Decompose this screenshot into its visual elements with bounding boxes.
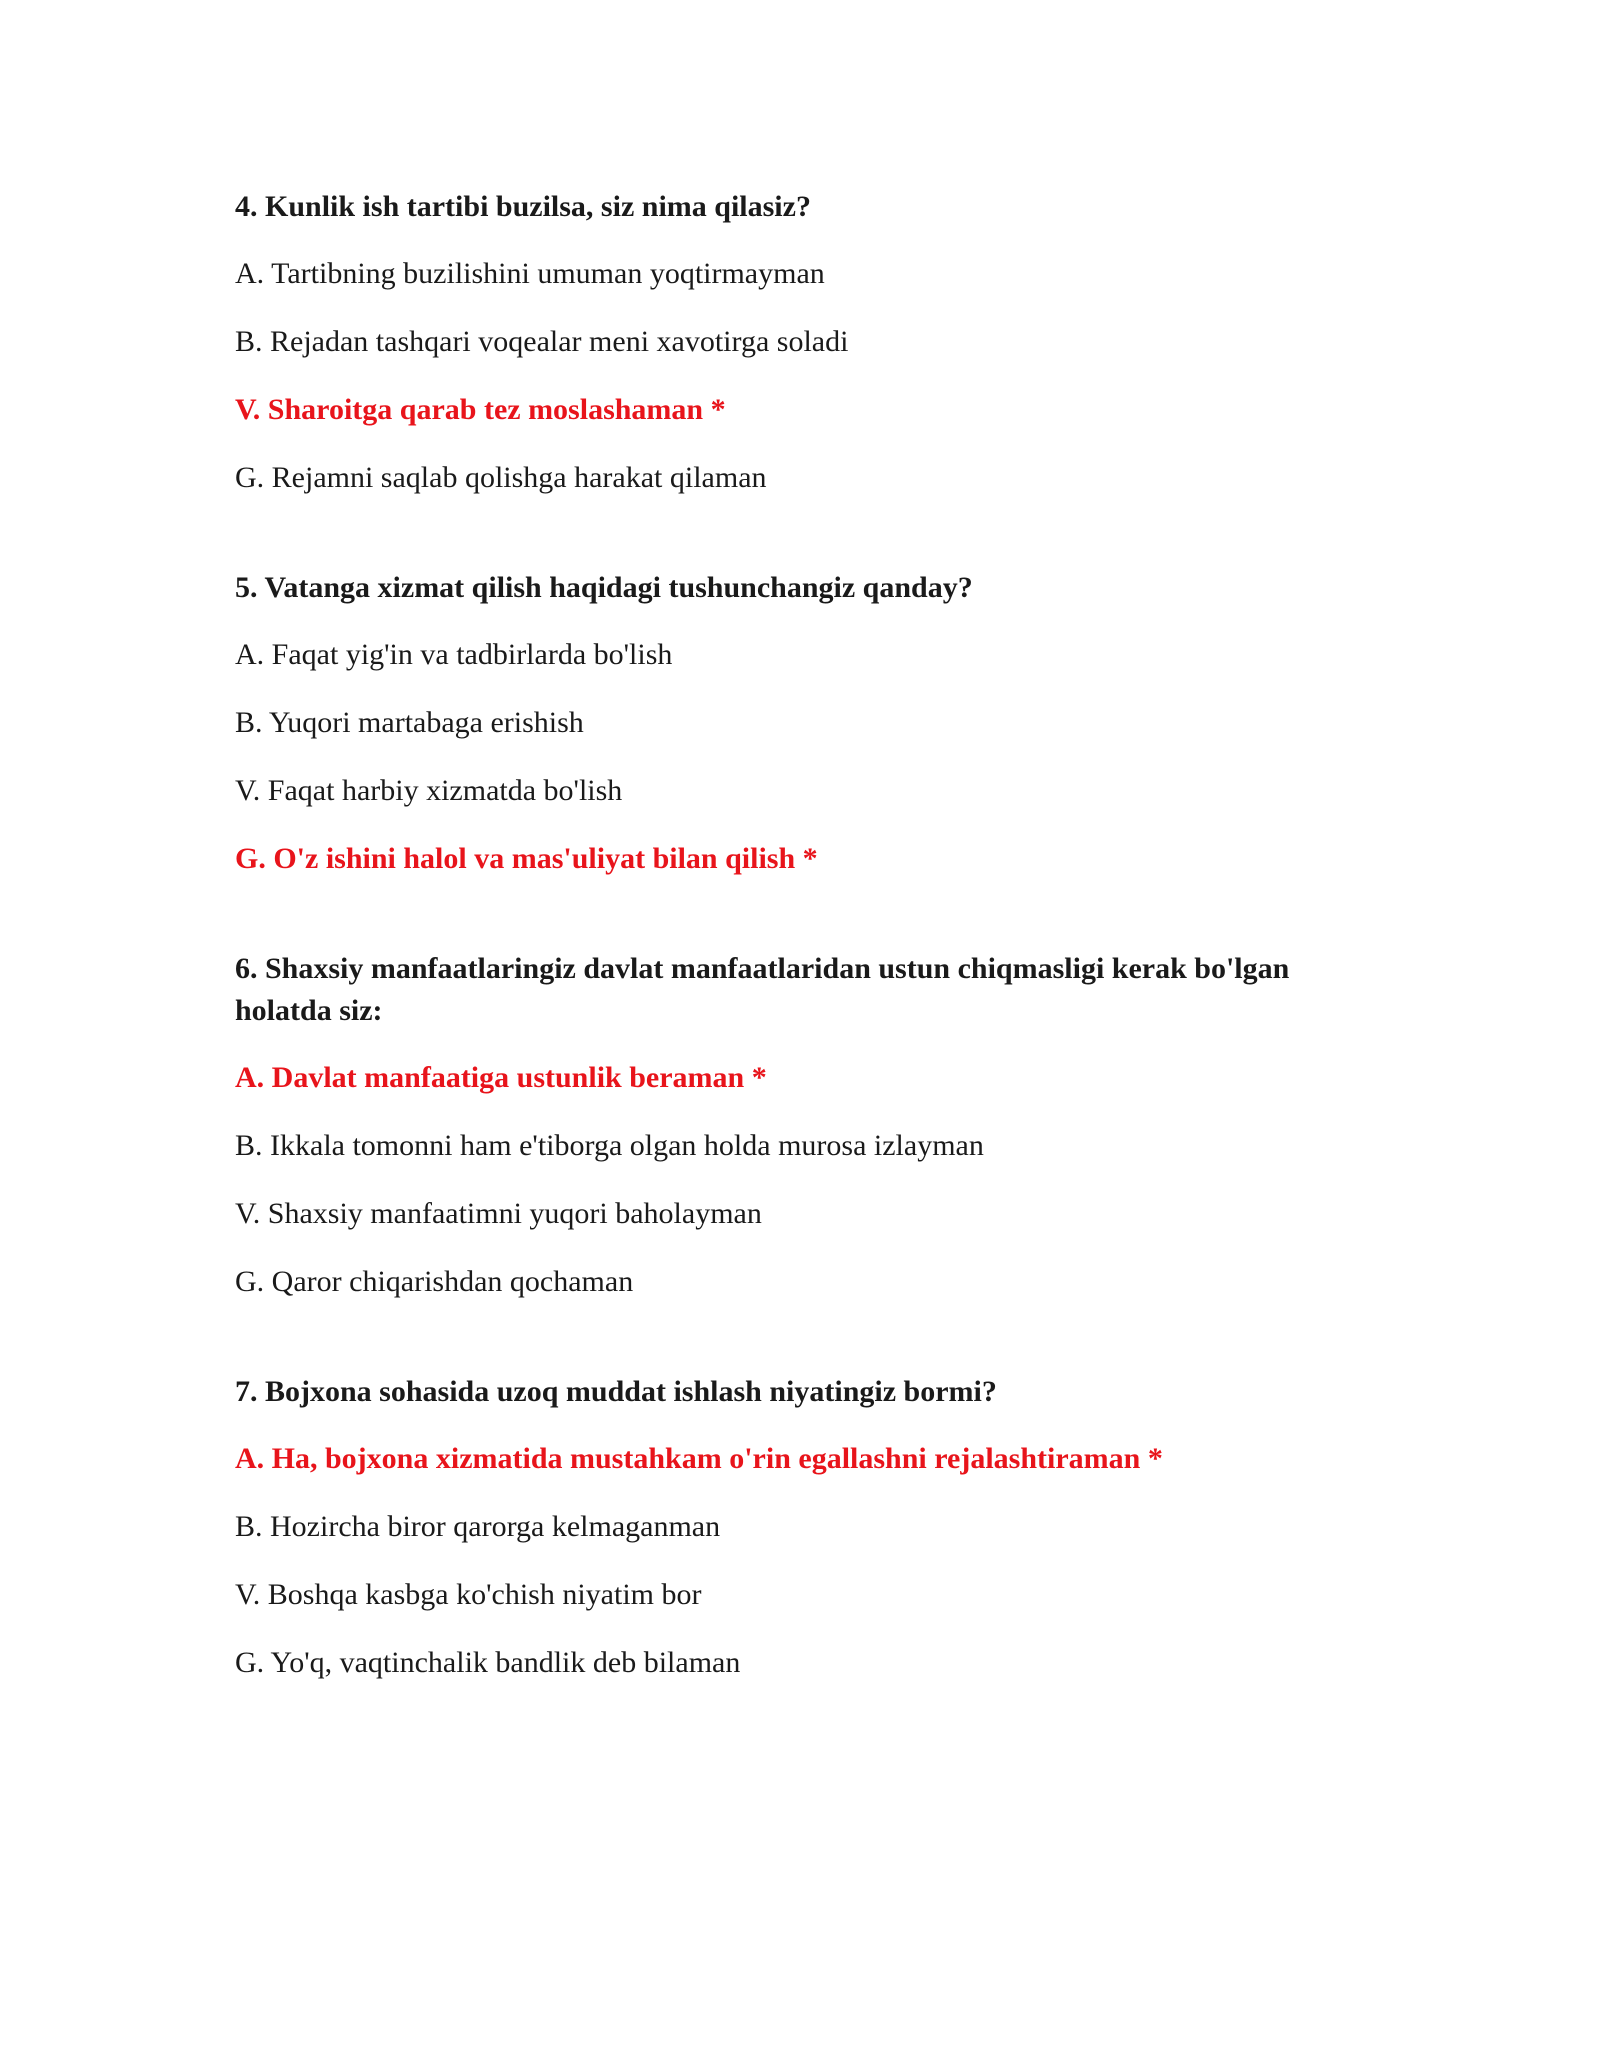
option-b: B. Ikkala tomonni ham e'tiborga olgan holda murosa izlayman — [235, 1129, 984, 1162]
option-a: A. Tartibning buzilishini umuman yoqtirmayman — [235, 257, 825, 290]
question-4 — [235, 186, 1365, 499]
option-v: V. Faqat harbiy xizmatda bo'lish — [235, 774, 623, 807]
question-text: 7. Bojxona sohasida uzoq muddat ishlash niyatingiz bormi? — [235, 1375, 997, 1408]
option-g-correct: G. O'z ishini halol va mas'uliyat bilan qilish * — [235, 842, 818, 875]
option-b: B. Rejadan tashqari voqealar meni xavotirga soladi — [235, 325, 849, 358]
question-5 — [235, 567, 1365, 880]
option-g: G. Qaror chiqarishdan qochaman — [235, 1265, 634, 1298]
question-text: 5. Vatanga xizmat qilish haqidagi tushunchangiz qanday? — [235, 571, 973, 604]
question-6 — [235, 948, 1365, 1303]
option-a-correct: A. Davlat manfaatiga ustunlik beraman * — [235, 1061, 767, 1094]
option-v: V. Boshqa kasbga ko'chish niyatim bor — [235, 1578, 702, 1611]
option-g: G. Yo'q, vaqtinchalik bandlik deb bilaman — [235, 1646, 741, 1679]
option-v-correct: V. Sharoitga qarab tez moslashaman * — [235, 393, 726, 426]
option-v: V. Shaxsiy manfaatimni yuqori baholayman — [235, 1197, 762, 1230]
option-a-correct: A. Ha, bojxona xizmatida mustahkam o'rin egallashni rejalashtiraman * — [235, 1442, 1163, 1475]
option-b: B. Hozircha biror qarorga kelmaganman — [235, 1510, 721, 1543]
question-7 — [235, 1371, 1365, 1684]
option-b: B. Yuqori martabaga erishish — [235, 706, 584, 739]
option-a: A. Faqat yig'in va tadbirlarda bo'lish — [235, 638, 673, 671]
document-page — [235, 186, 1365, 1684]
question-text: 6. Shaxsiy manfaatlaringiz davlat manfaatlaridan ustun chiqmasligi kerak bo'lgan holatda siz: — [235, 952, 1290, 1027]
question-text: 4. Kunlik ish tartibi buzilsa, siz nima qilasiz? — [235, 190, 811, 223]
option-g: G. Rejamni saqlab qolishga harakat qilaman — [235, 461, 767, 494]
